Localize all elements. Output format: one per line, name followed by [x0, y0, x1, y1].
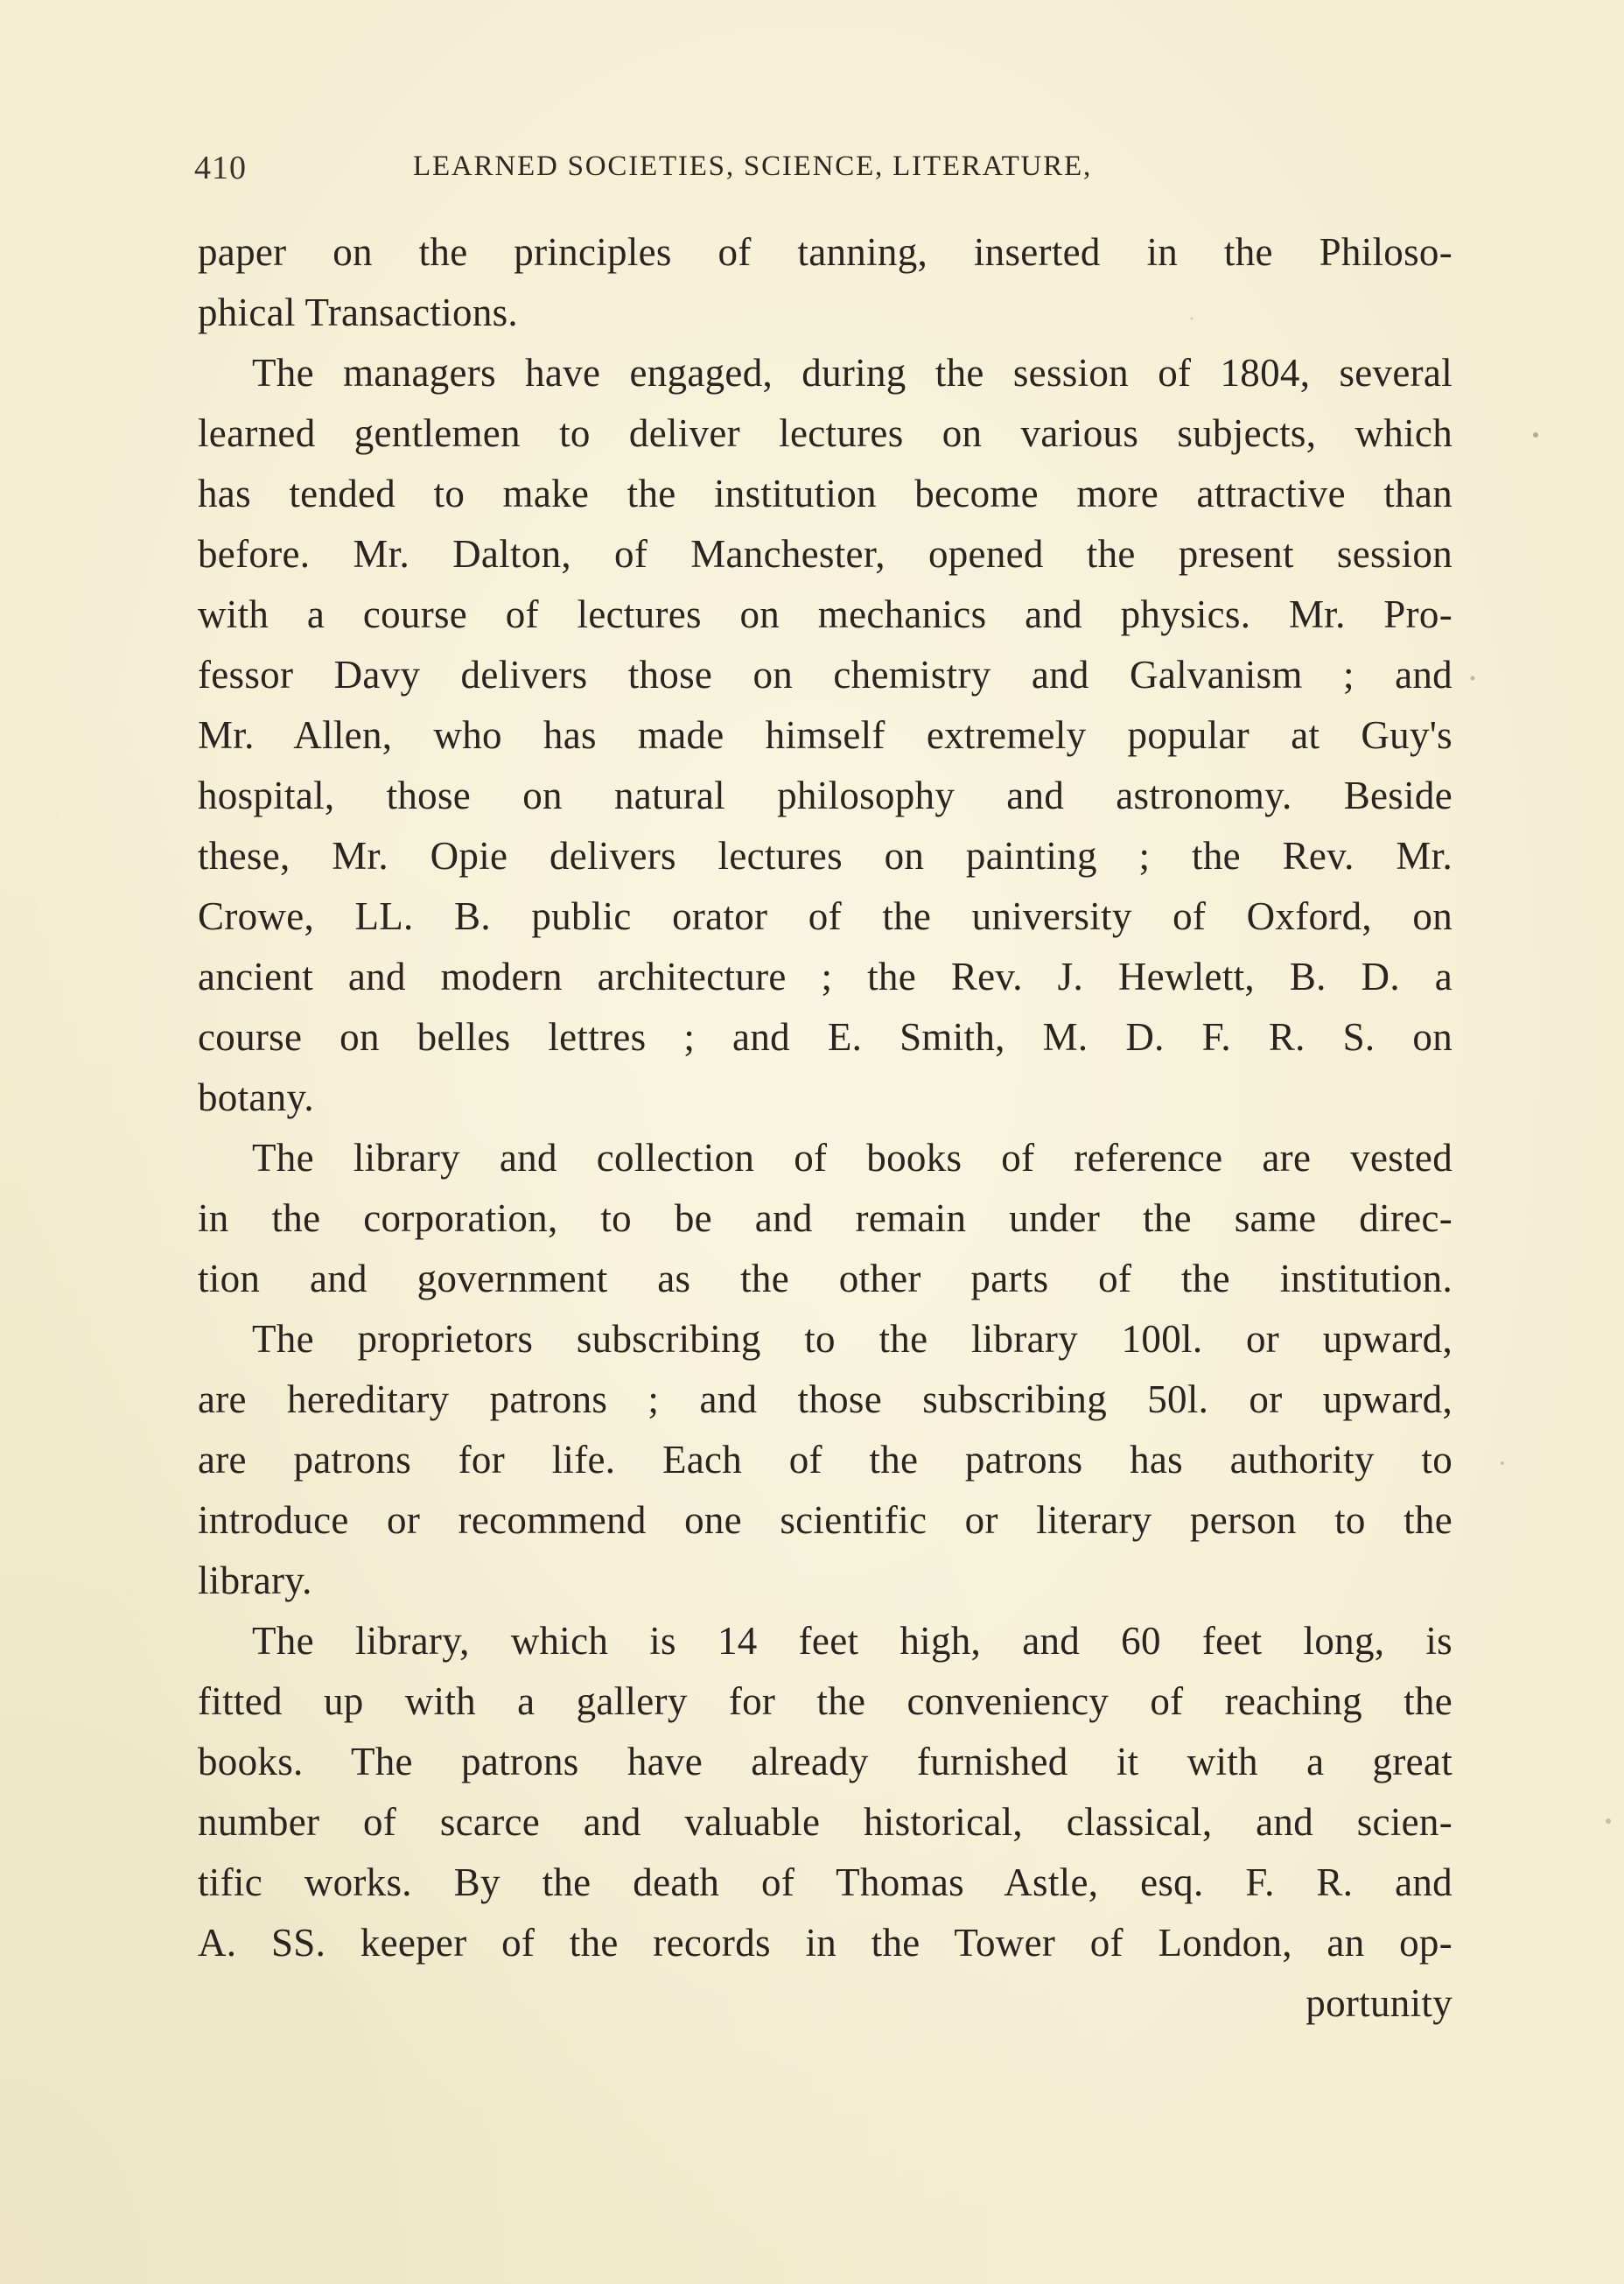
text-line: ancient and modern architecture ; the Rev. J. Hewlett, B. D. a	[198, 955, 1452, 998]
text-line: A. SS. keeper of the records in the Tower of London, an op-	[198, 1921, 1452, 1965]
text-line: these, Mr. Opie delivers lectures on painting ; the Rev. Mr.	[198, 834, 1452, 878]
text-line: number of scarce and valuable historical, classical, and scien-	[198, 1800, 1452, 1844]
body-text	[198, 222, 1452, 2034]
running-title: LEARNED SOCIETIES, SCIENCE, LITERATURE,	[413, 151, 1092, 182]
text-line: in the corporation, to be and remain under the same direc-	[198, 1196, 1452, 1240]
text-line: The library and collection of books of reference are vested	[252, 1136, 1452, 1180]
text-line: learned gentlemen to deliver lectures on various subjects, which	[198, 411, 1452, 455]
text-line: introduce or recommend one scientific or literary person to the	[198, 1498, 1452, 1542]
text-line: books. The patrons have already furnished it with a great	[198, 1740, 1452, 1783]
speck	[1501, 1461, 1504, 1465]
catchword: portunity	[1306, 1981, 1452, 2025]
page-number: 410	[194, 150, 247, 186]
text-line: course on belles lettres ; and E. Smith, M. D. F. R. S. on	[198, 1015, 1452, 1059]
text-line: The managers have engaged, during the session of 1804, several	[252, 351, 1452, 395]
text-line: The proprietors subscribing to the library 100l. or upward,	[252, 1317, 1452, 1361]
text-line: with a course of lectures on mechanics and physics. Mr. Pro-	[198, 592, 1452, 636]
text-line: botany.	[198, 1075, 314, 1119]
text-line: before. Mr. Dalton, of Manchester, opened the present session	[198, 532, 1452, 576]
text-line: The library, which is 14 feet high, and 60 feet long, is	[252, 1619, 1452, 1663]
text-line: library.	[198, 1559, 312, 1602]
text-line: fitted up with a gallery for the conveniency of reaching the	[198, 1679, 1452, 1723]
text-line: paper on the principles of tanning, inserted in the Philoso-	[198, 230, 1452, 274]
text-line: has tended to make the institution become more attractive than	[198, 472, 1452, 515]
text-line: phical Transactions.	[198, 291, 518, 334]
running-head	[194, 142, 1244, 194]
text-line: Crowe, LL. B. public orator of the university of Oxford, on	[198, 894, 1452, 938]
text-line: tion and government as the other parts of the institution.	[198, 1257, 1452, 1300]
speck	[1606, 1818, 1611, 1824]
text-line: hospital, those on natural philosophy and astronomy. Beside	[198, 774, 1452, 817]
speck	[1533, 432, 1538, 438]
text-line: tific works. By the death of Thomas Astle, esq. F. R. and	[198, 1860, 1452, 1904]
text-line: Mr. Allen, who has made himself extremely popular at Guy's	[198, 713, 1452, 757]
speck	[1471, 676, 1475, 681]
text-line: are hereditary patrons ; and those subscribing 50l. or upward,	[198, 1377, 1452, 1421]
text-line: are patrons for life. Each of the patrons has authority to	[198, 1438, 1452, 1482]
text-line: fessor Davy delivers those on chemistry and Galvanism ; and	[198, 653, 1452, 697]
